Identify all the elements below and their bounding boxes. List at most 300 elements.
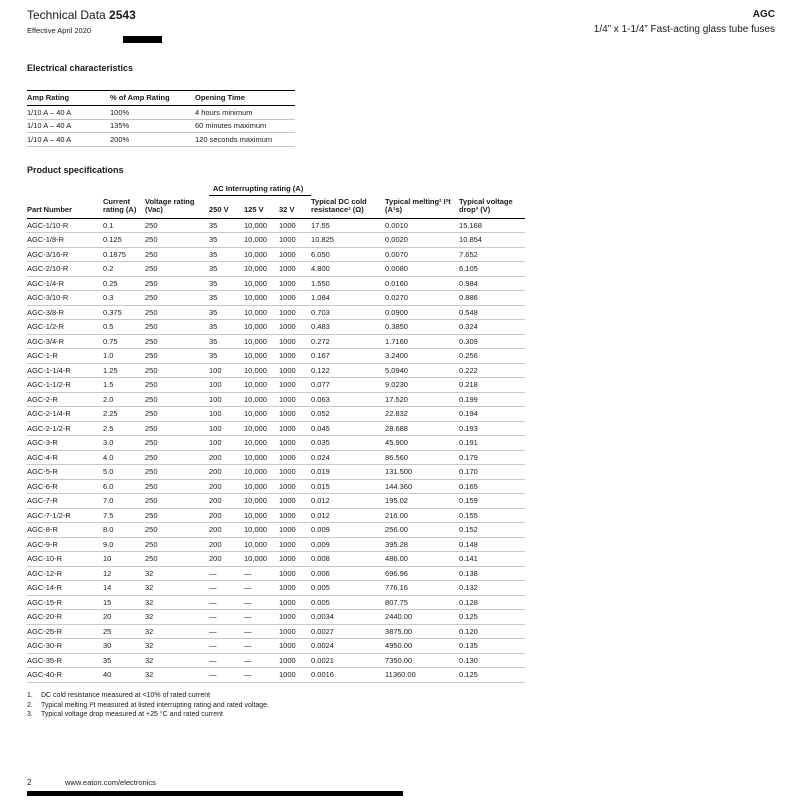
table-cell: 0.179 — [459, 450, 525, 465]
table-cell: 0.0900 — [385, 305, 459, 320]
table-row — [27, 494, 525, 509]
table-cell: 250 — [145, 291, 209, 306]
table-cell: 0.199 — [459, 392, 525, 407]
table-cell: 9.0230 — [385, 378, 459, 393]
table-cell: 100 — [209, 436, 244, 451]
table-cell: 0.122 — [311, 363, 385, 378]
table-cell: 1.7160 — [385, 334, 459, 349]
table-cell: 250 — [145, 247, 209, 262]
table-cell: 1000 — [279, 595, 311, 610]
table-cell: 250 — [145, 392, 209, 407]
table-cell: 1000 — [279, 276, 311, 291]
table-cell: 0.045 — [311, 421, 385, 436]
table-cell: AGC-40-R — [27, 668, 103, 683]
table-cell: 35 — [209, 291, 244, 306]
table-cell: 250 — [145, 262, 209, 277]
table-cell: 10,000 — [244, 262, 279, 277]
table-cell: AGC-3/10-R — [27, 291, 103, 306]
table-row — [27, 407, 525, 422]
table-row — [27, 465, 525, 480]
table-row — [27, 334, 525, 349]
table-cell: 0.191 — [459, 436, 525, 451]
doc-type-label: Technical Data — [27, 8, 110, 22]
table-cell: 1/10 A – 40 A — [27, 133, 110, 147]
table-cell: AGC-20-R — [27, 610, 103, 625]
table-cell: 0.170 — [459, 465, 525, 480]
product-subtitle: 1/4” x 1-1/4” Fast-acting glass tube fuses — [593, 24, 775, 35]
table-cell: 0.024 — [311, 450, 385, 465]
table-cell: 0.483 — [311, 320, 385, 335]
table-cell: 0.148 — [459, 537, 525, 552]
table-cell: 4 hours minimum — [195, 106, 295, 120]
table-cell: 4.0 — [103, 450, 145, 465]
table-cell: AGC-8-R — [27, 523, 103, 538]
table-cell: 0.0016 — [311, 668, 385, 683]
table-cell: 1000 — [279, 320, 311, 335]
table-cell: — — [244, 639, 279, 654]
table-cell: 100 — [209, 392, 244, 407]
table-cell: 1000 — [279, 349, 311, 364]
table-cell: 144.360 — [385, 479, 459, 494]
table-cell: 200 — [209, 523, 244, 538]
spec-table-group-row — [27, 183, 525, 196]
table-cell: 250 — [145, 349, 209, 364]
table-cell: 0.0020 — [385, 233, 459, 248]
table-row — [27, 436, 525, 451]
table-cell: 0.3850 — [385, 320, 459, 335]
table-cell: — — [244, 566, 279, 581]
table-cell: AGC-30-R — [27, 639, 103, 654]
table-row — [27, 421, 525, 436]
table-cell: 10,000 — [244, 436, 279, 451]
table-cell: 10,000 — [244, 494, 279, 509]
table-cell: 0.25 — [103, 276, 145, 291]
table-cell: 250 — [145, 450, 209, 465]
table-cell: 0.0027 — [311, 624, 385, 639]
group-spacer-left — [27, 183, 209, 196]
table-cell: 0.012 — [311, 508, 385, 523]
table-cell: — — [209, 653, 244, 668]
table-cell: 1000 — [279, 639, 311, 654]
column-header: 32 V — [279, 196, 311, 219]
table-cell: AGC-35-R — [27, 653, 103, 668]
table-cell: 86.560 — [385, 450, 459, 465]
column-header: Typical DC cold resistance¹ (Ω) — [311, 196, 385, 219]
column-header: 250 V — [209, 196, 244, 219]
table-cell: 10,000 — [244, 363, 279, 378]
table-cell: 200 — [209, 494, 244, 509]
product-specifications-heading: Product specifications — [27, 164, 124, 175]
table-cell: 2. — [27, 701, 33, 709]
table-row — [27, 700, 501, 710]
table-cell: 1/10 A – 40 A — [27, 106, 110, 120]
table-cell: 0.035 — [311, 436, 385, 451]
doc-title — [27, 9, 136, 22]
table-cell: 35 — [209, 320, 244, 335]
table-cell: — — [209, 624, 244, 639]
table-cell: 100 — [209, 421, 244, 436]
table-cell: 0.167 — [311, 349, 385, 364]
table-cell: 200 — [209, 465, 244, 480]
table-cell: 1000 — [279, 552, 311, 567]
table-cell: 7.5 — [103, 508, 145, 523]
table-row — [27, 508, 525, 523]
table-cell: 1000 — [279, 218, 311, 233]
table-row — [27, 106, 295, 120]
table-cell: 10,000 — [244, 305, 279, 320]
table-cell: 1.0 — [103, 349, 145, 364]
table-cell: 10,000 — [244, 465, 279, 480]
table-cell: AGC-4-R — [27, 450, 103, 465]
product-block — [594, 9, 775, 36]
table-cell: 10,000 — [244, 276, 279, 291]
table-row — [27, 450, 525, 465]
table-cell: AGC-6-R — [27, 479, 103, 494]
table-row — [27, 320, 525, 335]
column-header: Typical melting² I²t (A²s) — [385, 196, 459, 219]
table-row — [27, 639, 525, 654]
table-cell: AGC-3-R — [27, 436, 103, 451]
table-cell: 0.012 — [311, 494, 385, 509]
table-cell: 10,000 — [244, 247, 279, 262]
table-cell: 250 — [145, 363, 209, 378]
table-cell: 250 — [145, 436, 209, 451]
table-row — [27, 378, 525, 393]
table-cell: 10,000 — [244, 552, 279, 567]
table-cell: 10.854 — [459, 233, 525, 248]
table-row — [27, 566, 525, 581]
table-cell: AGC-1/4-R — [27, 276, 103, 291]
column-header: % of Amp Rating — [110, 91, 195, 106]
table-cell: — — [244, 595, 279, 610]
table-cell: 1/10 A – 40 A — [27, 119, 110, 133]
table-cell: 0.125 — [103, 233, 145, 248]
table-cell: 32 — [145, 639, 209, 654]
table-cell: 200 — [209, 450, 244, 465]
table-cell: 35 — [209, 262, 244, 277]
table-row — [27, 276, 525, 291]
table-cell: 1000 — [279, 378, 311, 393]
table-row — [27, 133, 295, 147]
table-cell: AGC-2-1/4-R — [27, 407, 103, 422]
table-cell: 1000 — [279, 479, 311, 494]
table-cell: 10,000 — [244, 421, 279, 436]
column-header: Amp Rating — [27, 91, 110, 106]
column-header: Current rating (A) — [103, 196, 145, 219]
table-cell: 1000 — [279, 407, 311, 422]
table-cell: 0.3 — [103, 291, 145, 306]
table-cell: 250 — [145, 537, 209, 552]
table-cell: — — [244, 653, 279, 668]
table-cell: 1000 — [279, 305, 311, 320]
table-cell: 0.0160 — [385, 276, 459, 291]
table-cell: 395.28 — [385, 537, 459, 552]
table-cell: 0.015 — [311, 479, 385, 494]
table-cell: 100 — [209, 378, 244, 393]
table-cell: 200 — [209, 537, 244, 552]
table-cell: — — [209, 566, 244, 581]
table-cell: 3.0 — [103, 436, 145, 451]
table-row — [27, 523, 525, 538]
table-cell: 250 — [145, 494, 209, 509]
table-cell: 0.005 — [311, 581, 385, 596]
table-cell: 32 — [145, 624, 209, 639]
electrical-characteristics-heading: Electrical characteristics — [27, 63, 134, 73]
table-cell: 28.688 — [385, 421, 459, 436]
table-cell: 10,000 — [244, 349, 279, 364]
table-row — [27, 247, 525, 262]
table-cell: 10,000 — [244, 320, 279, 335]
column-header: 125 V — [244, 196, 279, 219]
table-cell: 776.16 — [385, 581, 459, 596]
table-cell: 32 — [145, 581, 209, 596]
table-cell: 35 — [209, 349, 244, 364]
table-cell: 2.0 — [103, 392, 145, 407]
table-cell: 135% — [110, 119, 195, 133]
table-cell: 7.652 — [459, 247, 525, 262]
table-row — [27, 653, 525, 668]
table-cell: 10,000 — [244, 218, 279, 233]
table-row — [27, 581, 525, 596]
table-cell: 1000 — [279, 363, 311, 378]
table-cell: AGC-7-1/2-R — [27, 508, 103, 523]
table-cell: 256.00 — [385, 523, 459, 538]
table-cell: 35 — [209, 334, 244, 349]
table-cell: AGC-1/2-R — [27, 320, 103, 335]
table-cell: — — [209, 610, 244, 625]
table-cell: 1000 — [279, 392, 311, 407]
table-cell: AGC-2-R — [27, 392, 103, 407]
table-cell: 5.0 — [103, 465, 145, 480]
table-cell: 8.0 — [103, 523, 145, 538]
table-cell: 1000 — [279, 508, 311, 523]
table-cell: 696.96 — [385, 566, 459, 581]
table-cell: 14 — [103, 581, 145, 596]
table-row — [27, 668, 525, 683]
table-cell: 250 — [145, 320, 209, 335]
table-row — [27, 218, 525, 233]
table-cell: AGC-10-R — [27, 552, 103, 567]
table-cell: 216.00 — [385, 508, 459, 523]
table-cell: 250 — [145, 421, 209, 436]
table-cell: 10,000 — [244, 450, 279, 465]
table-cell: 35 — [209, 305, 244, 320]
table-row — [27, 537, 525, 552]
table-cell: 250 — [145, 407, 209, 422]
table-cell: 200 — [209, 552, 244, 567]
table-cell: 0.2 — [103, 262, 145, 277]
table-cell: 1. — [27, 691, 33, 699]
header-black-bar — [123, 36, 162, 43]
table-cell: 3.2400 — [385, 349, 459, 364]
table-cell: 35 — [209, 247, 244, 262]
column-header: Opening Time — [195, 91, 295, 106]
table-cell: 0.009 — [311, 523, 385, 538]
table-cell: 3. — [27, 711, 33, 719]
table-cell: 250 — [145, 218, 209, 233]
table-cell: 1000 — [279, 262, 311, 277]
table-cell: 35 — [209, 233, 244, 248]
ac-interrupting-group-header: AC Interrupting rating (A) — [209, 183, 311, 196]
table-cell: AGC-1/10-R — [27, 218, 103, 233]
table-cell: 100 — [209, 407, 244, 422]
table-cell: AGC-7-R — [27, 494, 103, 509]
table-cell: AGC-1-R — [27, 349, 103, 364]
column-header: Part Number — [27, 196, 103, 219]
table-cell: 17.55 — [311, 218, 385, 233]
footnotes — [27, 691, 501, 721]
table-cell: 9.0 — [103, 537, 145, 552]
table-cell: 200 — [209, 479, 244, 494]
table-cell: — — [244, 624, 279, 639]
table-cell: 0.0024 — [311, 639, 385, 654]
table-cell: 120 seconds maximum — [195, 133, 295, 147]
table-cell: AGC-9-R — [27, 537, 103, 552]
table-cell: 10,000 — [244, 233, 279, 248]
table-cell: 0.375 — [103, 305, 145, 320]
table-cell: 1000 — [279, 334, 311, 349]
table-cell: 10,000 — [244, 407, 279, 422]
group-spacer-right — [311, 183, 525, 196]
table-cell: 6.105 — [459, 262, 525, 277]
table-cell: — — [209, 639, 244, 654]
table-cell: 195.02 — [385, 494, 459, 509]
table-row — [27, 349, 525, 364]
table-cell: 6.0 — [103, 479, 145, 494]
table-cell: 4950.00 — [385, 639, 459, 654]
table-cell: 0.5 — [103, 320, 145, 335]
table-cell: 32 — [145, 610, 209, 625]
table-cell: AGC-3/4-R — [27, 334, 103, 349]
table-cell: 0.138 — [459, 566, 525, 581]
table-cell: 1000 — [279, 581, 311, 596]
table-cell: — — [244, 610, 279, 625]
table-cell: 250 — [145, 334, 209, 349]
table-cell: 1000 — [279, 233, 311, 248]
table-cell: 0.0034 — [311, 610, 385, 625]
table-cell: AGC-12-R — [27, 566, 103, 581]
table-cell: 1000 — [279, 291, 311, 306]
table-cell: 100 — [209, 363, 244, 378]
table-cell: AGC-2-1/2-R — [27, 421, 103, 436]
table-cell: 0.120 — [459, 624, 525, 639]
table-cell: 35 — [103, 653, 145, 668]
table-cell: 0.984 — [459, 276, 525, 291]
table-cell: 10,000 — [244, 537, 279, 552]
table-cell: 30 — [103, 639, 145, 654]
table-cell: 250 — [145, 378, 209, 393]
table-cell: 0.0010 — [385, 218, 459, 233]
table-cell: 1000 — [279, 668, 311, 683]
table-cell: 0.141 — [459, 552, 525, 567]
table-cell: 1000 — [279, 421, 311, 436]
spec-table-header-row — [27, 196, 525, 219]
table-cell: 10,000 — [244, 479, 279, 494]
table-cell: 1000 — [279, 566, 311, 581]
table-cell: 45.900 — [385, 436, 459, 451]
table-cell: 17.520 — [385, 392, 459, 407]
table-cell: 22.832 — [385, 407, 459, 422]
table-cell: 0.703 — [311, 305, 385, 320]
table-cell: 2.25 — [103, 407, 145, 422]
table-cell: 0.009 — [311, 537, 385, 552]
table-cell: AGC-15-R — [27, 595, 103, 610]
table-cell: 11360.00 — [385, 668, 459, 683]
table-cell: 0.155 — [459, 508, 525, 523]
table-cell: 15 — [103, 595, 145, 610]
table-cell: 40 — [103, 668, 145, 683]
table-cell: 0.006 — [311, 566, 385, 581]
table-cell: 250 — [145, 479, 209, 494]
table-cell: 0.75 — [103, 334, 145, 349]
table-cell: 250 — [145, 465, 209, 480]
table-cell: 2440.00 — [385, 610, 459, 625]
product-specifications-table — [27, 183, 525, 683]
table-cell: 1.5 — [103, 378, 145, 393]
effective-date: Effective April 2020 — [27, 26, 92, 35]
table-cell: 35 — [209, 218, 244, 233]
table-cell: 10,000 — [244, 334, 279, 349]
table-cell: DC cold resistance measured at <10% of rated current — [41, 691, 211, 699]
table-row — [27, 624, 525, 639]
table-cell: 0.135 — [459, 639, 525, 654]
table-cell: 250 — [145, 233, 209, 248]
table-cell: 32 — [145, 595, 209, 610]
table-cell: AGC-3/16-R — [27, 247, 103, 262]
table-cell: 7350.00 — [385, 653, 459, 668]
table-row — [27, 233, 525, 248]
table-row — [27, 291, 525, 306]
table-cell: — — [209, 595, 244, 610]
table-cell: 1000 — [279, 624, 311, 639]
table-cell: 0.548 — [459, 305, 525, 320]
table-cell: 486.00 — [385, 552, 459, 567]
table-cell: 1.25 — [103, 363, 145, 378]
table-cell: 0.0080 — [385, 262, 459, 277]
table-cell: 0.165 — [459, 479, 525, 494]
table-cell: 7.0 — [103, 494, 145, 509]
table-cell: AGC-14-R — [27, 581, 103, 596]
column-header: Typical voltage drop³ (V) — [459, 196, 525, 219]
table-cell: 3875.00 — [385, 624, 459, 639]
table-cell: 2.5 — [103, 421, 145, 436]
table-cell: AGC-5-R — [27, 465, 103, 480]
table-cell: 807.75 — [385, 595, 459, 610]
table-cell: 0.193 — [459, 421, 525, 436]
table-cell: 0.272 — [311, 334, 385, 349]
table-cell: 32 — [145, 566, 209, 581]
table-cell: 10 — [103, 552, 145, 567]
table-row — [27, 119, 295, 133]
table-cell: 0.008 — [311, 552, 385, 567]
page-header — [27, 9, 775, 36]
table-row — [27, 305, 525, 320]
table-cell: 20 — [103, 610, 145, 625]
doc-info-block — [27, 9, 136, 35]
table-row — [27, 595, 525, 610]
table-cell: 131.500 — [385, 465, 459, 480]
footer-url-link[interactable]: www.eaton.com/electronics — [65, 778, 156, 787]
table-cell: 0.052 — [311, 407, 385, 422]
table-cell: 0.194 — [459, 407, 525, 422]
table-cell: 1000 — [279, 436, 311, 451]
table-row — [27, 392, 525, 407]
table-cell: 1000 — [279, 537, 311, 552]
table-cell: 0.132 — [459, 581, 525, 596]
doc-number: 2543 — [109, 8, 136, 22]
table-cell: Typical voltage drop measured at +25 °C and rated current — [41, 711, 223, 719]
table-cell: 6.050 — [311, 247, 385, 262]
